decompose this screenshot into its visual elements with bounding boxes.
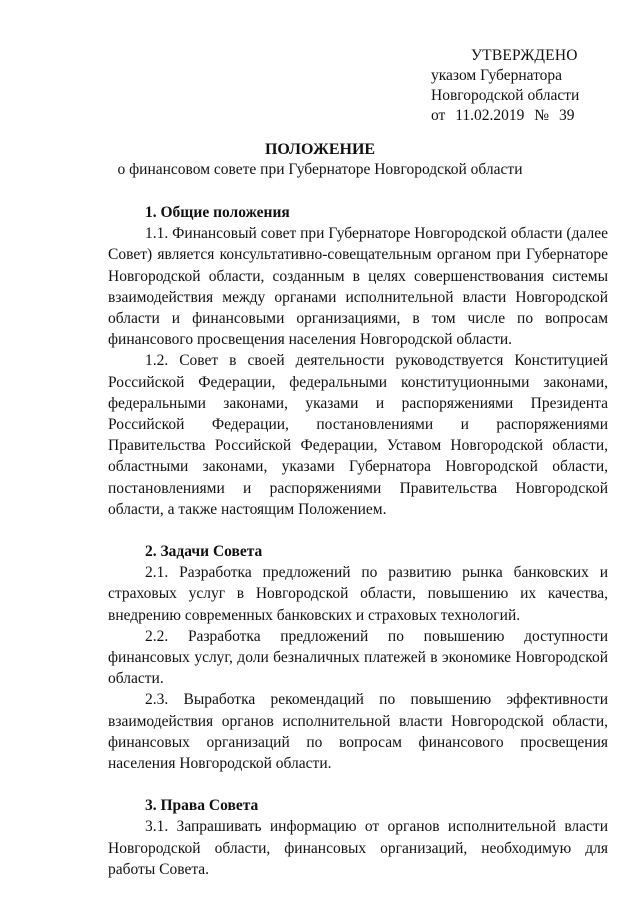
approval-decree: указом Губернатора: [431, 67, 563, 84]
approval-date-row: [431, 106, 631, 126]
approval-number-sign: №: [534, 107, 550, 124]
approval-date: 11.02.2019: [455, 107, 525, 124]
section-title-rights: 3. Права Совета: [145, 797, 259, 815]
paragraph-3-1: 3.1. Запрашивать информацию от органов исполнительной власти Новгородской области, финансовых организаций, необходимую для работы Совета.: [108, 818, 608, 878]
paragraph-1-2: 1.2. Совет в своей деятельности руководствуется Конституцией Российской Федерации, федеральными конституционными законами, федеральными законами, указами и распоряжениями Президента Российской Федерации, постановлениями и распоряжениями Правительства Российской Федерации, Уставом Новгородской области, областными законами, указами Губернатора Новгородской области, постановлениями и распоряжениями Правительства Новгородской области, а также настоящим Положением.: [108, 352, 608, 518]
paragraph-1-1: 1.1. Финансовый совет при Губернаторе Новгородской области (далее Совет) является консультативно-совещательным органом при Губернаторе Новгородской области, созданным в целях совершенствования системы взаимодействия между органами исполнительной власти Новгородской области и финансовыми организациями, в том числе по вопросам финансового просвещения населения Новгородской области.: [108, 225, 608, 349]
section-title-general: 1. Общие положения: [145, 204, 290, 221]
approval-heading: УТВЕРЖДЕНО: [471, 47, 578, 64]
document-subtitle: о финансовом совете при Губернаторе Новгородской области: [117, 161, 523, 178]
paragraph-2-2: 2.2. Разработка предложений по повышению доступности финансовых услуг, доли безналичных платежей в экономике Новгородской области.: [108, 627, 608, 688]
paragraph-2-3: 2.3. Выработка рекомендаций по повышению эффективности взаимодействия органов исполнительной власти Новгородской области, финансовых организаций по вопросам финансового просвещения населения Новгородской области.: [108, 691, 608, 773]
paragraph-2-1: 2.1. Разработка предложений по развитию рынка банковских и страховых услуг в Новгородской области, повышению их качества, внедрению современных банковских и страховых технологий.: [108, 564, 608, 624]
document-title: ПОЛОЖЕНИЕ: [264, 141, 376, 158]
approval-region: Новгородской области: [431, 87, 580, 104]
approval-date-prefix: от: [431, 107, 446, 124]
approval-number: 39: [558, 107, 575, 124]
document-body: [108, 202, 608, 880]
section-title-tasks: 2. Задачи Совета: [145, 543, 263, 561]
approval-stamp: [431, 46, 631, 126]
